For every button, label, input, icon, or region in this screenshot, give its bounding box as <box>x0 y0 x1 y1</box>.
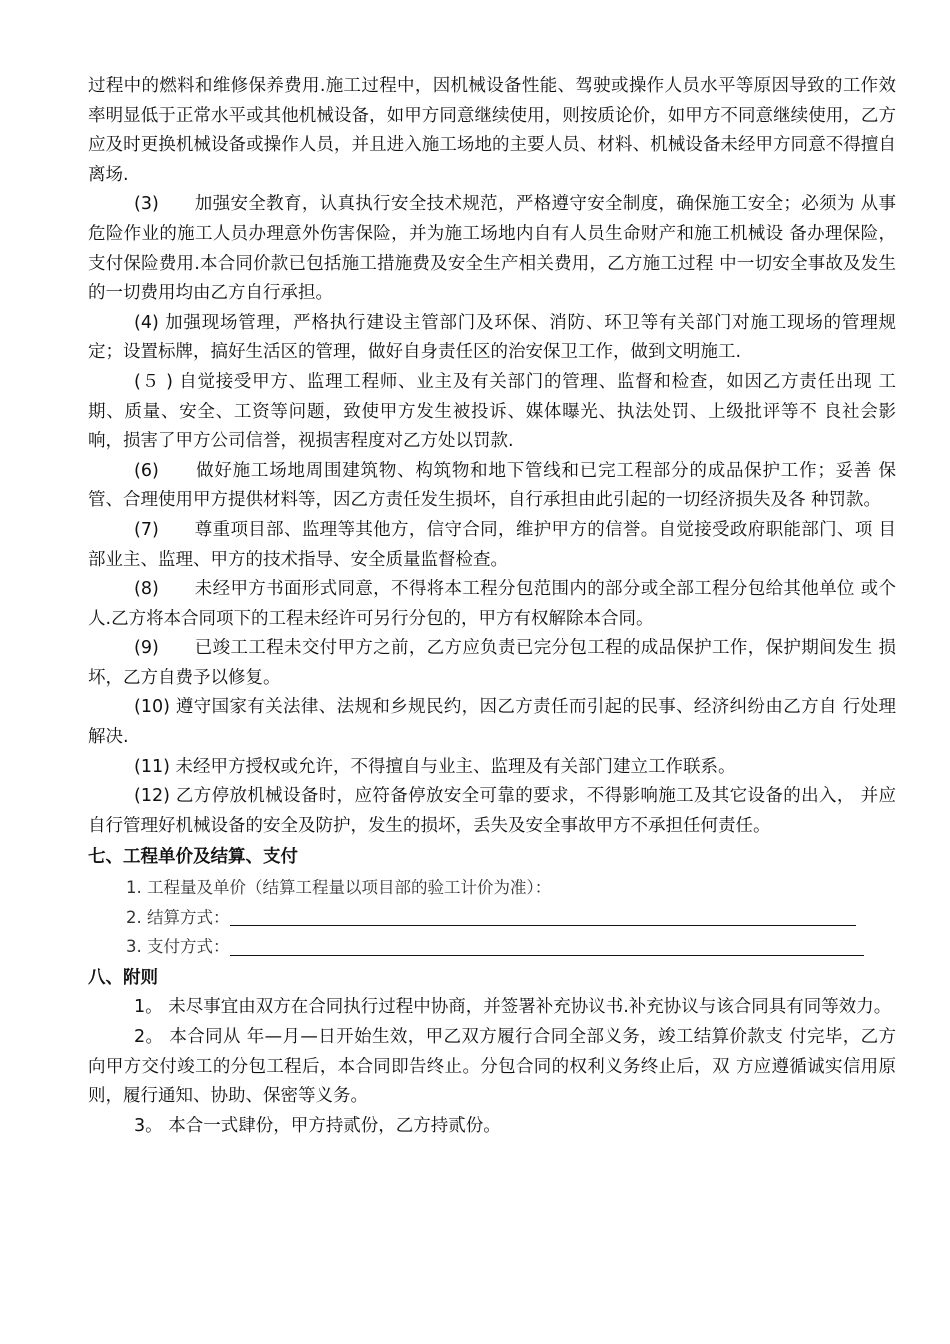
paragraph-clause-6-protection: (6) 做好施工场地周围建筑物、构筑物和地下管线和已完工程部分的成品保护工作；妥善 保管、合理使用甲方提供材料等，因乙方责任发生损坏，自行承担由此引起的一切经济损失及各 种罚款。 <box>88 460 896 511</box>
paragraph-supplementary-agreement: 1。 未尽事宜由双方在合同执行过程中协商，并签署补充协议书.补充协议与该合同具有同等效力。 <box>134 997 892 1018</box>
paragraph-clause-5-supervision: (５ ) 自觉接受甲方、监理工程师、业主及有关部门的管理、监督和检查，如因乙方责任出现 工期、质量、安全、工资等问题，致使甲方发生被投诉、媒体曝光、执法处罚、上级批评等不 良社会影响，损害了甲方公司信誉，视损害程度对乙方处以罚款. <box>88 371 896 452</box>
paragraph-effective-date: 2。 本合同从 年—月—日开始生效，甲乙双方履行合同全部义务，竣工结算价款支 付完毕，乙方向甲方交付竣工的分包工程后，本合同即告终止。分包合同的权利义务终止后，双 方应遵循诚实信用原则，履行通知、协助、保密等义务。 <box>88 1027 896 1107</box>
settlement-method-blank-line <box>230 909 856 926</box>
paragraph-clause-7-respect: (7) 尊重项目部、监理等其他方，信守合同，维护甲方的信誉。自觉接受政府职能部门、项 目部业主、监理、甲方的技术指导、安全质量监督检查。 <box>88 519 896 570</box>
paragraph-clause-3-safety: (3) 加强安全教育，认真执行安全技术规范，严格遵守安全制度，确保施工安全；必须为 从事危险作业的施工人员办理意外伤害保险，并为施工场地内自有人员生命财产和施工机械设 备办理保险，支付保险费用.本合同价款已包括施工措施费及安全生产相关费用，乙方施工过程 中一切安全事故及发生的一切费用均由乙方自行承担。 <box>88 194 896 304</box>
settlement-method-label: 2. 结算方式： <box>126 907 230 927</box>
paragraph-clause-4-site-management: (4) 加强现场管理，严格执行建设主管部门及环保、消防、环卫等有关部门对施工现场的管理规定；设置标牌，搞好生活区的管理，做好自身责任区的治安保卫工作，做到文明施工. <box>88 312 896 363</box>
section-7-item-1: 1. 工程量及单价（结算工程量以项目部的验工计价为准）： <box>126 878 552 898</box>
paragraph-clause-12-machinery-parking: (12) 乙方停放机械设备时，应符备停放安全可靠的要求，不得影响施工及其它设备的出入， 并应自行管理好机械设备的安全及防护，发生的损坏，丢失及安全事故甲方不承担任何责任。 <box>88 786 896 836</box>
settlement-method-field <box>126 903 896 933</box>
payment-method-field <box>126 932 896 962</box>
payment-method-blank-line <box>230 939 864 956</box>
paragraph-clause-8-subcontract: (8) 未经甲方书面形式同意，不得将本工程分包范围内的部分或全部工程分包给其他单位 或个人.乙方将本合同项下的工程未经许可另行分包的，甲方有权解除本合同。 <box>88 579 896 629</box>
section-8-heading: 八、附则 <box>88 967 158 988</box>
section-7-heading: 七、工程单价及结算、支付 <box>88 847 298 868</box>
paragraph-clause-9-completed-works: (9) 已竣工工程未交付甲方之前，乙方应负责已完分包工程的成品保护工作，保护期间发生 损坏，乙方自费予以修复。 <box>88 638 896 688</box>
paragraph-fuel-maintenance: 过程中的燃料和维修保养费用.施工过程中，因机械设备性能、驾驶或操作人员水平等原因导致的工作效率明显低于正常水平或其他机械设备，如甲方同意继续使用，则按质论价，如甲方不同意继续使用，乙方应及时更换机械设备或操作人员，并且进入施工场地的主要人员、材料、机械设备未经甲方同意不得擅自离场. <box>88 76 896 185</box>
payment-method-label: 3. 支付方式： <box>126 937 230 957</box>
contract-page <box>88 72 896 1141</box>
paragraph-copies: 3。 本合一式肆份，甲方持贰份，乙方持贰份。 <box>134 1115 501 1136</box>
paragraph-clause-11-authorization: (11) 未经甲方授权或允许，不得擅自与业主、监理及有关部门建立工作联系。 <box>134 756 736 777</box>
paragraph-clause-10-laws: (10) 遵守国家有关法律、法规和乡规民约，因乙方责任而引起的民事、经济纠纷由乙方自 行处理解决. <box>88 697 896 748</box>
